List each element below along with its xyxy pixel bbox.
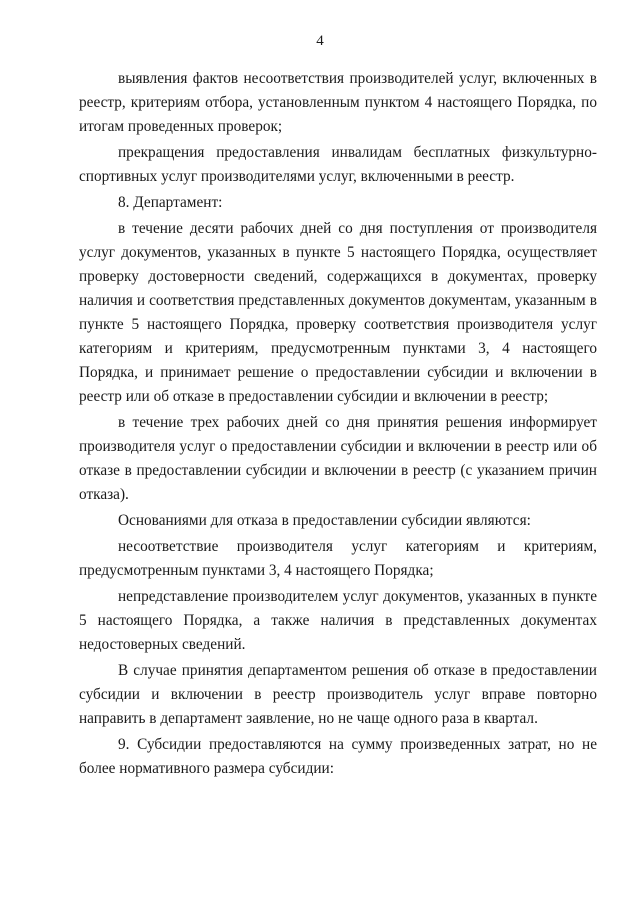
- paragraph-resubmission: В случае принятия департаментом решения об отказе в предоставлении субсидии и включении в реестр производитель услуг вправе повторно направить в департамент заявление, но не чаще одного раза в квартал.: [79, 662, 597, 727]
- paragraph-department-heading: 8. Департамент:: [118, 194, 223, 211]
- paragraph-refusal-ground-criteria: несоответствие производителя услуг категориям и критериям, предусмотренным пунктами 3, 4 настоящего Порядка;: [79, 538, 597, 579]
- paragraph-three-day-notice: в течение трех рабочих дней со дня принятия решения информирует производителя услуг о предоставлении субсидии и включении в реестр или об отказе в предоставлении субсидии и включении в реестр (с указанием причин отказа).: [79, 414, 597, 503]
- paragraph-service-termination: прекращения предоставления инвалидам бесплатных физкультурно-спортивных услуг производителями услуг, включенными в реестр.: [79, 144, 597, 185]
- paragraph-refusal-grounds-intro: Основаниями для отказа в предоставлении субсидии являются:: [118, 512, 531, 529]
- paragraph-ten-day-review: в течение десяти рабочих дней со дня поступления от производителя услуг документов, указанных в пункте 5 настоящего Порядка, осуществляет проверку достоверности сведений, содержащихся в документах, проверку наличия и соответствия представленных документов документам, указанным в пункте 5 настоящего Порядка, проверку соответствия производителя услуг категориям и критериям, предусмотренным пунктами 3, 4 настоящего Порядка, и принимает решение о предоставлении субсидии и включении в реестр или об отказе в предоставлении субсидии и включении в реестр;: [79, 220, 597, 405]
- document-body: [79, 67, 597, 781]
- paragraph-noncompliance-finding: выявления фактов несоответствия производителей услуг, включенных в реестр, критериям отбора, установленным пунктом 4 настоящего Порядка, по итогам проведенных проверок;: [79, 70, 597, 135]
- paragraph-refusal-ground-documents: непредставление производителем услуг документов, указанных в пункте 5 настоящего Порядка, а также наличия в представленных документах недостоверных сведений.: [79, 588, 597, 653]
- paragraph-subsidy-amount: 9. Субсидии предоставляются на сумму произведенных затрат, но не более нормативного размера субсидии:: [79, 736, 597, 777]
- page-number: 4: [316, 33, 324, 49]
